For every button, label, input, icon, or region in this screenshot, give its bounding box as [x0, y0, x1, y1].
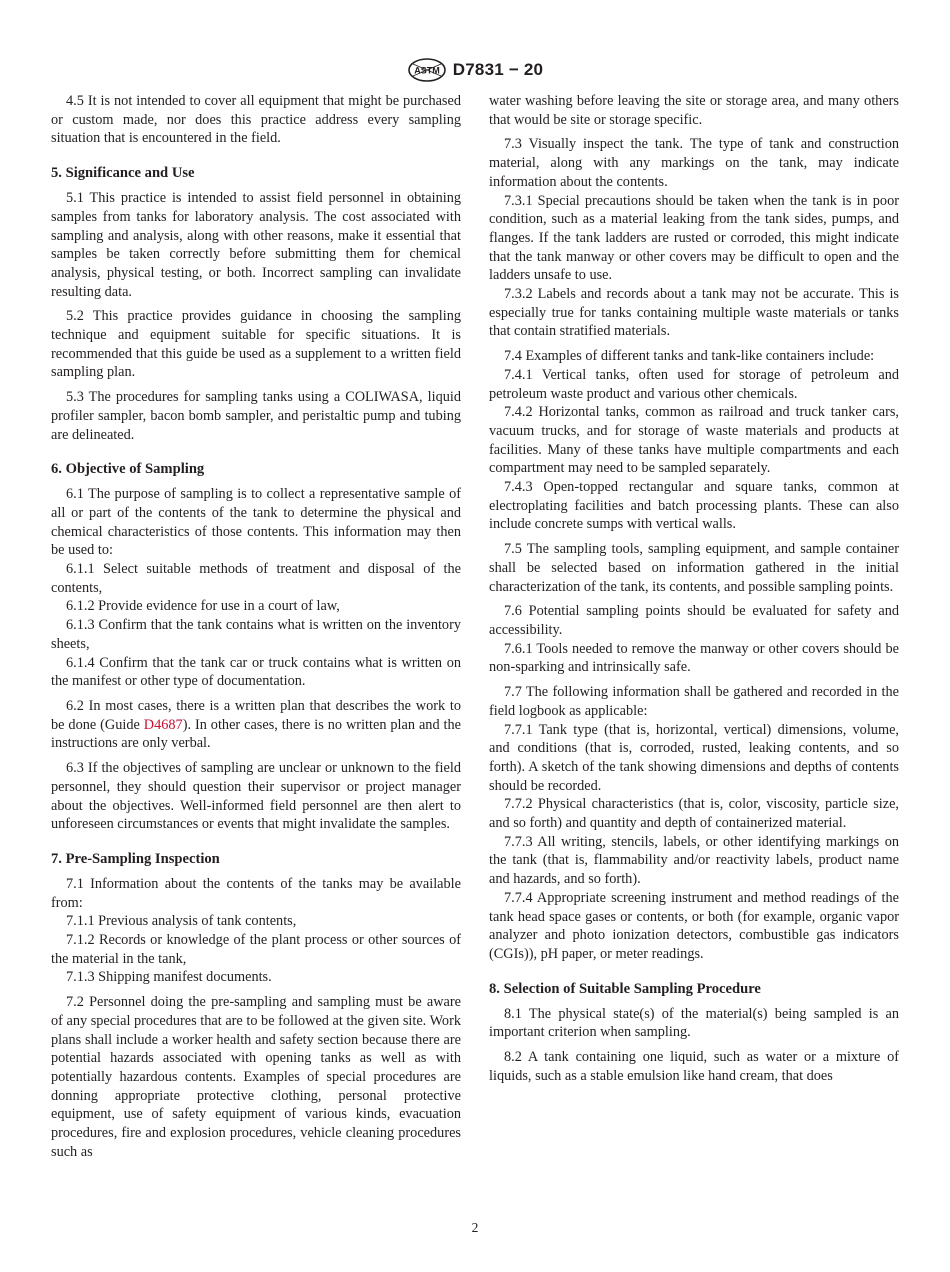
paragraph-7-6: 7.6 Potential sampling points should be evaluated for safety and accessibility. [489, 603, 899, 638]
paragraph-7-3-1: 7.3.1 Special precautions should be taken when the tank is in poor condition, such as a material leaking from the tank sides, pumps, and flanges. If the tank ladders are rusted or corroded, this might indicate that the tank manway or other covers may be difficult to open and the ladders unsafe to use. [489, 192, 899, 284]
paragraph-7-2: 7.2 Personnel doing the pre-sampling and sampling must be aware of any special procedures that are to be followed at the given site. Work plans shall include a worker health and safety section because there are potential hazards associated with opening tanks as well as with potentially hazardous contents. Examples of special procedures are donning appropriate protective clothing, personal protective equipment, use of safety equipment of various kinds, evacuation procedures, fire and explosion procedures, vehicle cleaning procedures such as [51, 994, 461, 1160]
paragraph-7-7: 7.7 The following information shall be gathered and recorded in the field logbook as applicable: [489, 684, 899, 719]
paragraph-7-1-2: 7.1.2 Records or knowledge of the plant process or other sources of the material in the tank, [51, 932, 461, 967]
paragraph-7-4-2: 7.4.2 Horizontal tanks, common as railroad and truck tanker cars, vacuum trucks, and for storage of waste materials and products at facilities. Many of these tanks have multiple compartments and each compartment may need to be sampled separately. [489, 404, 899, 477]
paragraph-6-2-text-a: 6.2 In most cases, there is a written plan that describes the work to be done (Guide [51, 697, 461, 733]
paragraph-7-6-1: 7.6.1 Tools needed to remove the manway or other covers should be non-sparking and intrinsically safe. [489, 640, 899, 676]
guide-d4687-link[interactable]: D4687 [143, 716, 183, 733]
paragraph-5-3: 5.3 The procedures for sampling tanks using a COLIWASA, liquid profiler sampler, bacon bomb sampler, and peristaltic pump and tubing are delineated. [51, 389, 461, 443]
paragraph-7-3: 7.3 Visually inspect the tank. The type of tank and construction material, along with any markings on the tank, may indicate information about the contents. [489, 136, 899, 190]
paragraph-6-3: 6.3 If the objectives of sampling are unclear or unknown to the field personnel, they should question their supervisor or project manager about the objectives. Well-informed field personnel are then alert to unforeseen circumstances or events that might invalidate the samples. [51, 760, 461, 833]
section-7-heading: 7. Pre-Sampling Inspection [51, 850, 220, 867]
paragraph-8-1: 8.1 The physical state(s) of the material(s) being sampled is an important criterion when sampling. [489, 1005, 899, 1041]
paragraph-7-4-3: 7.4.3 Open-topped rectangular and square tanks, common at electroplating facilities and batch processing plants. These can also include concrete sumps with vertical walls. [489, 479, 899, 533]
paragraph-7-5: 7.5 The sampling tools, sampling equipment, and sample container shall be selected based on information gathered in the initial characterization of the tank, its contents, and possible sampling points. [489, 541, 899, 595]
paragraph-6-1-3: 6.1.3 Confirm that the tank contains what is written on the inventory sheets, [51, 617, 461, 652]
paragraph-6-1-4: 6.1.4 Confirm that the tank car or truck contains what is written on the manifest or other type of documentation. [51, 654, 461, 690]
paragraph-6-1: 6.1 The purpose of sampling is to collect a representative sample of all or part of the contents of the tank to determine the physical and chemical characteristics of those contents. This information may then be used to: [51, 486, 461, 559]
paragraph-7-4-1: 7.4.1 Vertical tanks, often used for storage of petroleum and petroleum waste product and various other chemicals. [489, 366, 899, 402]
document-code: D7831 − 20 [452, 60, 544, 79]
paragraph-7-4: 7.4 Examples of different tanks and tank-like containers include: [504, 348, 875, 365]
paragraph-7-7-1: 7.7.1 Tank type (that is, horizontal, vertical) dimensions, volume, and conditions (that is, corroded, rusted, leaking contents, and so forth). A sketch of the tank showing dimensions and depths of contents should be recorded. [489, 721, 899, 794]
astm-logo-icon [407, 58, 447, 82]
paragraph-7-7-4: 7.7.4 Appropriate screening instrument and method readings of the tank head space gases or contents, or both (for example, organic vapor analyzer and photo ionization detectors, combustible gas indicators (CGIs)), pH paper, or meter readings. [489, 889, 899, 962]
paragraph-8-2: 8.2 A tank containing one liquid, such as water or a mixture of liquids, such as a stable emulsion like hand cream, that does [489, 1049, 899, 1084]
paragraph-6-2 [51, 697, 461, 753]
paragraph-7-2-continued: water washing before leaving the site or storage area, and many others that would be site or storage specific. [489, 93, 899, 128]
left-column [51, 92, 461, 1161]
page-number: 2 [471, 1220, 479, 1235]
paragraph-7-7-3: 7.7.3 All writing, stencils, labels, or other identifying markings on the tank (that is, flammability and/or reactivity labels, product name and hazards, and so forth). [489, 833, 899, 888]
svg-text:ASTM: ASTM [414, 65, 440, 76]
paragraph-7-1: 7.1 Information about the contents of the tanks may be available from: [51, 875, 461, 911]
paragraph-4-5: 4.5 It is not intended to cover all equipment that might be purchased or custom made, nor does this practice address every sampling situation that is encountered in the field. [51, 93, 461, 147]
section-8-heading: 8. Selection of Suitable Sampling Procedure [489, 980, 761, 997]
paragraph-5-2: 5.2 This practice provides guidance in choosing the sampling technique and equipment suitable for specific situations. It is recommended that this guide be used as a supplement to a written field sampling plan. [51, 308, 461, 381]
paragraph-7-1-3: 7.1.3 Shipping manifest documents. [66, 969, 272, 986]
page-header [0, 57, 950, 83]
paragraph-7-3-2: 7.3.2 Labels and records about a tank may not be accurate. This is especially true for tanks containing multiple waste materials or tanks that contain stratified materials. [489, 286, 899, 340]
section-6-heading: 6. Objective of Sampling [51, 461, 205, 478]
paragraph-6-2-text-b: ). In other cases, there is no written plan and the instructions are only verbal. [51, 716, 461, 752]
paragraph-5-1: 5.1 This practice is intended to assist field personnel in obtaining samples from tanks for laboratory analysis. The cost associated with sampling and analysis, along with other reasons, make it essential that samples be taken correctly before submitting them for chemical analysis, physical testing, or both. Incorrect sampling can invalidate resulting data. [51, 190, 461, 300]
paragraph-6-1-2: 6.1.2 Provide evidence for use in a court of law, [66, 598, 340, 615]
paragraph-7-1-1: 7.1.1 Previous analysis of tank contents, [66, 913, 297, 930]
paragraph-7-7-2: 7.7.2 Physical characteristics (that is, color, viscosity, particle size, and so forth) and quantity and depth of containerized material. [489, 796, 899, 832]
paragraph-6-1-1: 6.1.1 Select suitable methods of treatment and disposal of the contents, [51, 561, 461, 596]
right-column [489, 92, 899, 1085]
section-5-heading: 5. Significance and Use [51, 165, 195, 182]
